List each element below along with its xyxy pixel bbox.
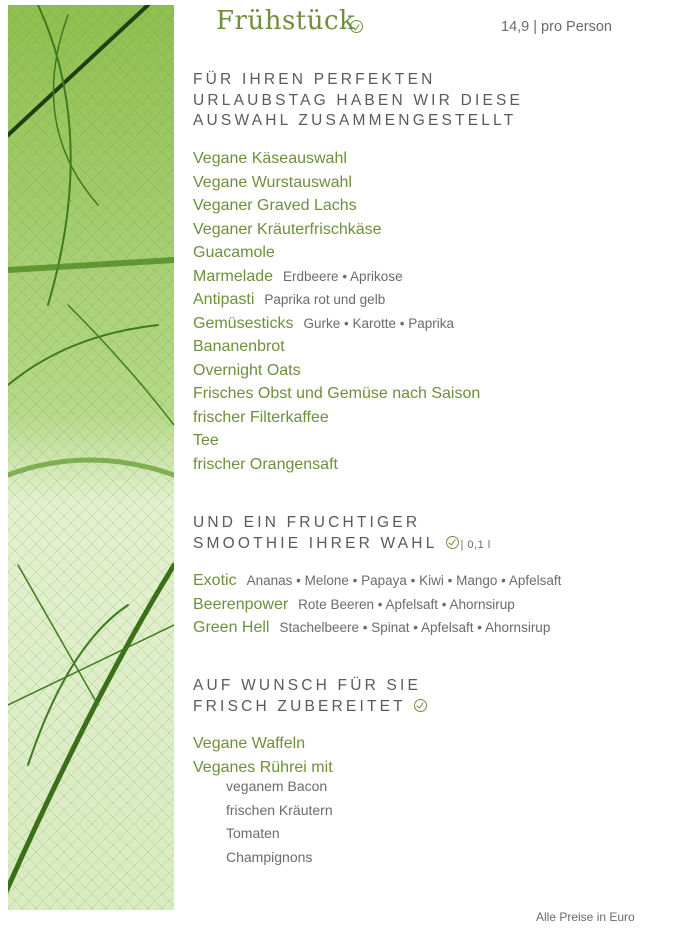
heading-line: UND EIN FRUCHTIGER xyxy=(193,514,421,531)
item-name: Vegane Waffeln xyxy=(193,735,306,752)
item-name: Veganer Graved Lachs xyxy=(193,197,357,214)
list-item xyxy=(193,593,561,617)
list-item xyxy=(193,171,480,195)
list-item xyxy=(193,359,480,383)
list-item xyxy=(193,732,333,756)
list-item xyxy=(193,241,480,265)
breakfast-list xyxy=(193,147,480,476)
item-name: Overnight Oats xyxy=(193,361,301,379)
heading-line-with-badge xyxy=(193,534,491,556)
item-description: Ananas • Melone • Papaya • Kiwi • Mango • Apfelsaft xyxy=(246,573,562,588)
sub-item: veganem Bacon xyxy=(226,778,328,794)
section-heading-2 xyxy=(193,513,491,555)
item-name: Frisches Obst und Gemüse nach Saison xyxy=(193,385,481,402)
list-item xyxy=(193,147,480,171)
item-name: frischer Orangensaft xyxy=(193,455,338,473)
list-item xyxy=(193,616,561,640)
item-description: Gurke • Karotte • Paprika xyxy=(303,315,454,331)
sub-item: Champignons xyxy=(226,848,313,865)
menu-title: Frühstück xyxy=(216,6,356,36)
item-name: Veganer Kräuterfrischkäse xyxy=(193,220,382,238)
vegan-leaf-icon xyxy=(414,699,427,712)
item-name: Beerenpower xyxy=(193,595,289,613)
list-item xyxy=(193,335,480,359)
price-note: Alle Preise in Euro xyxy=(536,910,635,924)
list-item xyxy=(193,429,480,453)
price-per-person: 14,9 | pro Person xyxy=(501,19,612,35)
heading-line: URLAUBSTAG HABEN WIR DIESE xyxy=(193,91,524,109)
item-description: Erdbeere • Aprikose xyxy=(283,268,403,284)
list-item xyxy=(193,382,480,406)
heading-text: SMOOTHIE IHRER WAHL xyxy=(193,534,438,552)
item-name: Exotic xyxy=(193,572,237,589)
list-item xyxy=(193,288,480,312)
item-name: frischer Filterkaffee xyxy=(193,408,329,426)
item-name: Vegane Wurstauswahl xyxy=(193,173,352,191)
serving-size: | 0,1 l xyxy=(460,538,491,551)
section-heading-1 xyxy=(193,70,523,132)
item-name: Guacamole xyxy=(193,244,275,261)
item-name: Marmelade xyxy=(193,267,274,285)
heading-line: AUF WUNSCH FÜR SIE xyxy=(193,677,422,694)
smoothie-list xyxy=(193,569,561,640)
list-item xyxy=(193,218,480,242)
list-item xyxy=(193,453,480,477)
heading-text: FRISCH ZUBEREITET xyxy=(193,697,406,715)
item-description: Stachelbeere • Spinat • Apfelsaft • Ahornsirup xyxy=(279,620,551,635)
list-item xyxy=(193,312,480,336)
heading-line: AUSWAHL ZUSAMMENGESTELLT xyxy=(193,112,517,129)
list-item xyxy=(193,194,480,218)
item-name: Bananenbrot xyxy=(193,338,285,355)
item-description: Paprika rot und gelb xyxy=(264,292,386,307)
item-name: Veganes Rührei mit xyxy=(193,758,333,776)
sub-item: frischen Kräutern xyxy=(226,801,333,818)
vegan-leaf-icon xyxy=(350,20,363,33)
heading-line-with-badge xyxy=(193,697,427,718)
vegan-leaf-icon xyxy=(446,536,459,549)
list-item xyxy=(193,569,561,593)
section-heading-3 xyxy=(193,676,427,717)
list-item xyxy=(193,406,480,430)
sub-item: Tomaten xyxy=(226,825,280,841)
leaf-decoration-image xyxy=(8,5,174,910)
item-name: Gemüsesticks xyxy=(193,314,294,332)
item-description: Rote Beeren • Apfelsaft • Ahornsirup xyxy=(298,596,515,612)
list-item xyxy=(193,265,480,289)
heading-line: FÜR IHREN PERFEKTEN xyxy=(193,71,436,88)
item-name: Vegane Käseauswahl xyxy=(193,150,347,167)
item-name: Antipasti xyxy=(193,291,255,308)
item-name: Tee xyxy=(193,432,219,449)
fresh-prepared-list xyxy=(193,732,333,869)
item-name: Green Hell xyxy=(193,619,270,636)
